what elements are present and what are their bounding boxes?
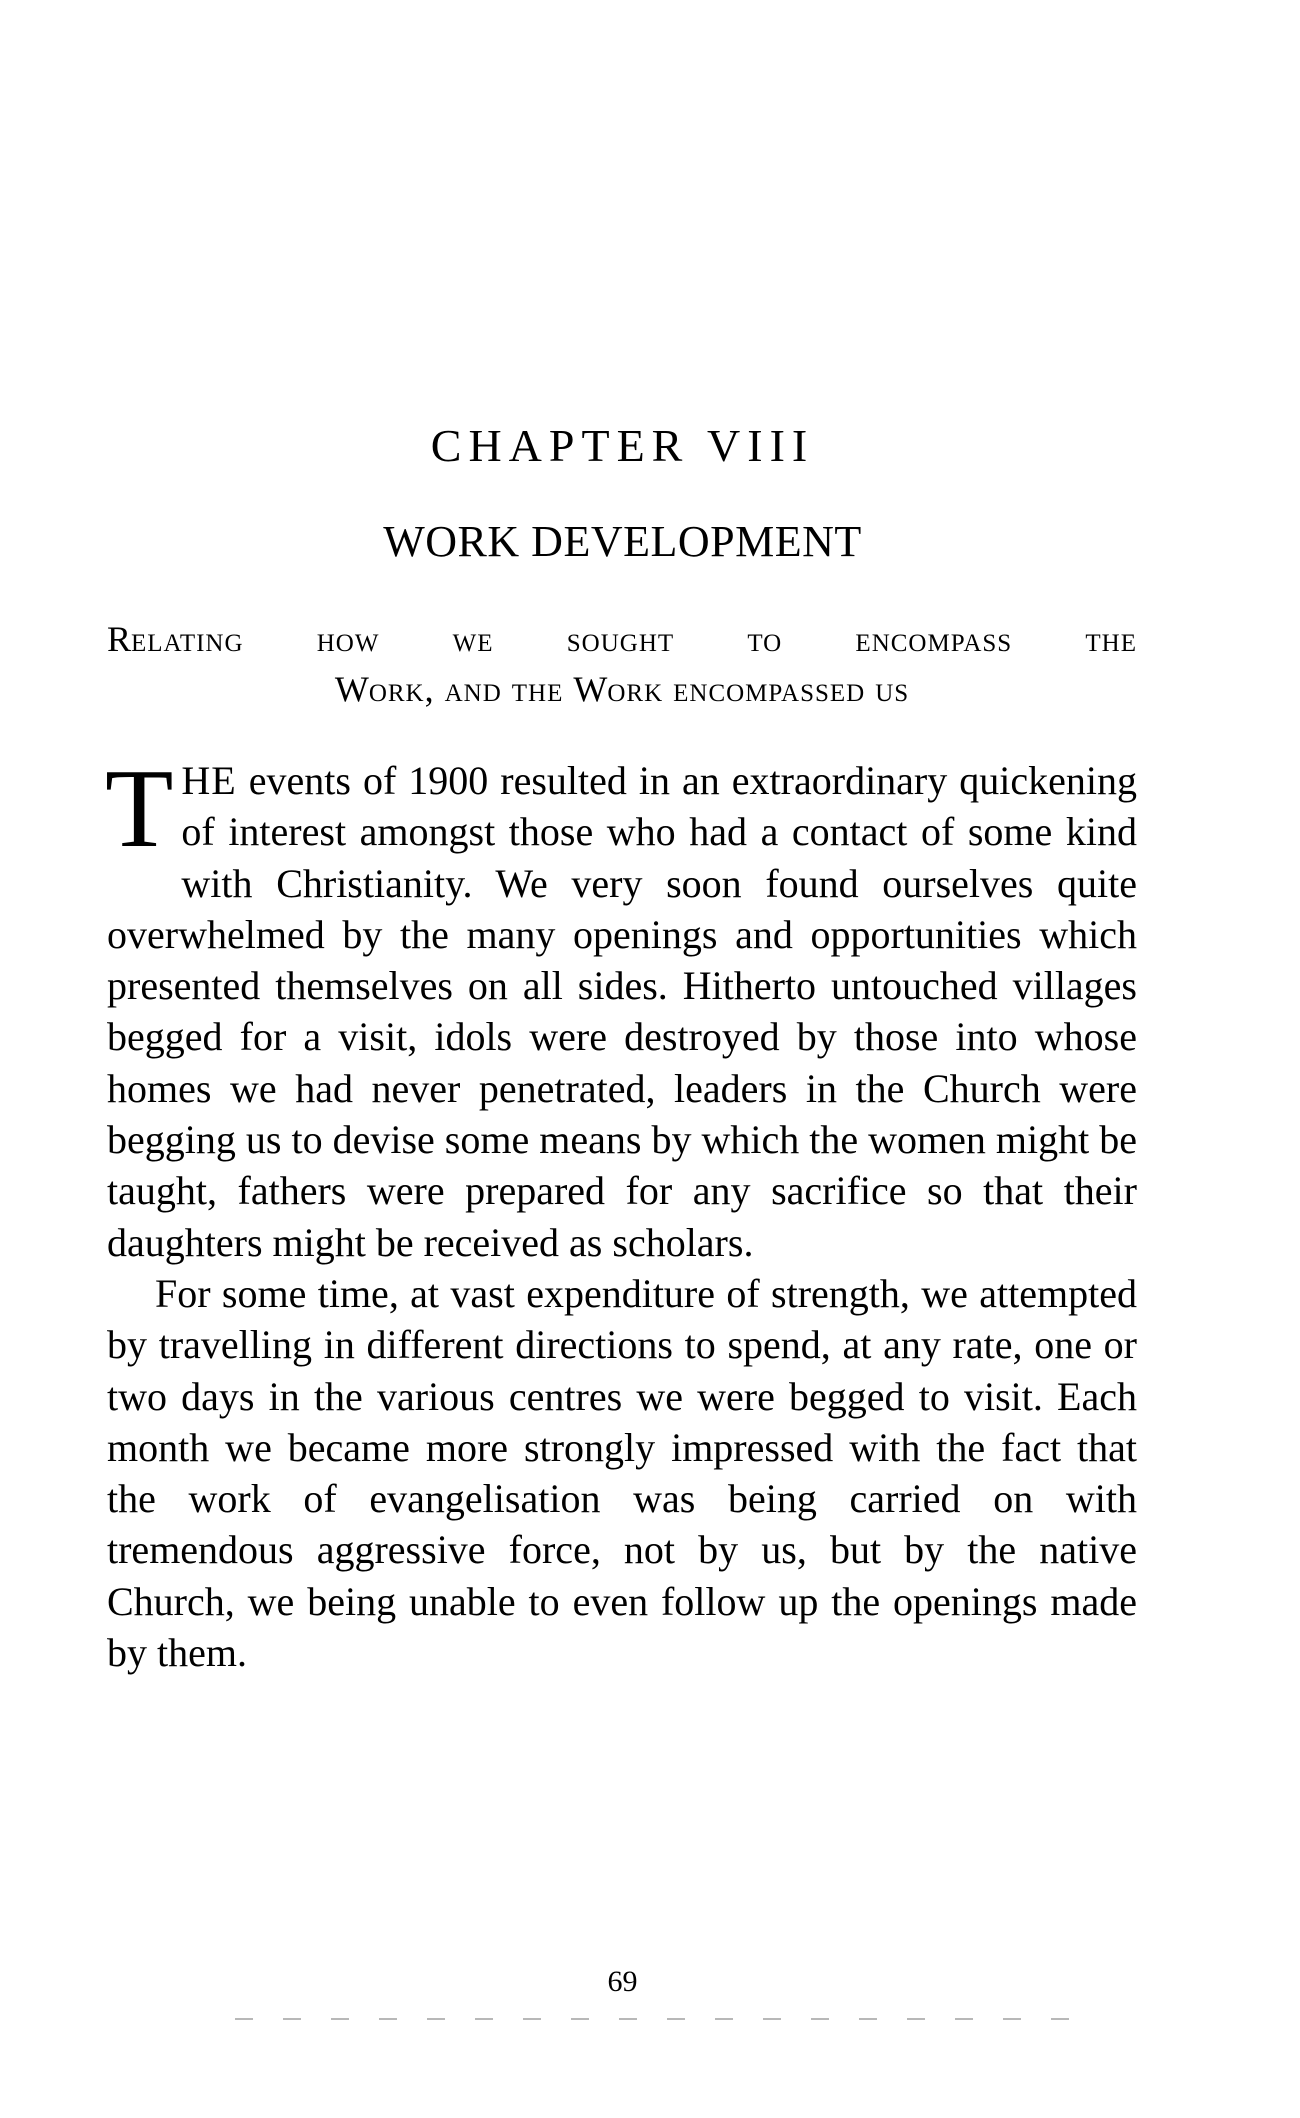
synopsis-text: ork, and the bbox=[368, 669, 574, 709]
paragraph bbox=[105, 747, 1137, 1268]
synopsis-line-1 bbox=[107, 614, 1137, 664]
synopsis-initial: W bbox=[334, 669, 369, 709]
drop-cap: T bbox=[105, 747, 174, 871]
page-number: 69 bbox=[607, 1965, 638, 1998]
synopsis-text: ork encompassed us bbox=[607, 669, 910, 709]
chapter-synopsis bbox=[107, 614, 1137, 714]
synopsis-text: elating how we sought to encompass the bbox=[131, 619, 1137, 659]
synopsis-line-2 bbox=[107, 664, 1137, 714]
paragraph: For some time, at vast expenditure of strength, we attempted by travelling in different directions to spend, at any rate, one or two days in the various centres we were begged to visit. Each month we became more strongly impressed with the fact that the work of evangelisation was being carried on with tremendous aggressive force, not by us, but by the native Church, we being unable to even follow up the openings made by them. bbox=[107, 1270, 1137, 1676]
footer-divider bbox=[235, 2018, 1075, 2020]
chapter-number: CHAPTER VIII bbox=[430, 420, 815, 471]
chapter-title: WORK DEVELOPMENT bbox=[383, 517, 862, 566]
synopsis-initial: R bbox=[107, 619, 132, 659]
first-word: HE bbox=[181, 758, 237, 803]
body-text bbox=[105, 747, 1137, 1678]
synopsis-initial: W bbox=[573, 669, 608, 709]
paragraph-text: events of 1900 resulted in an extraordinary quickening of interest amongst those who had a contact of some kind with Christianity. We very soon found ourselves quite overwhelmed by the many openings and opportunities which presented themselves on all sides. Hitherto untouched villages begged for a visit, idols were destroyed by those into whose homes we had never penetrated, leaders in the Church were begging us to devise some means by which the women might be taught, fathers were prepared for any sacrifice so that their daughters might be received as scholars. bbox=[107, 758, 1137, 1265]
